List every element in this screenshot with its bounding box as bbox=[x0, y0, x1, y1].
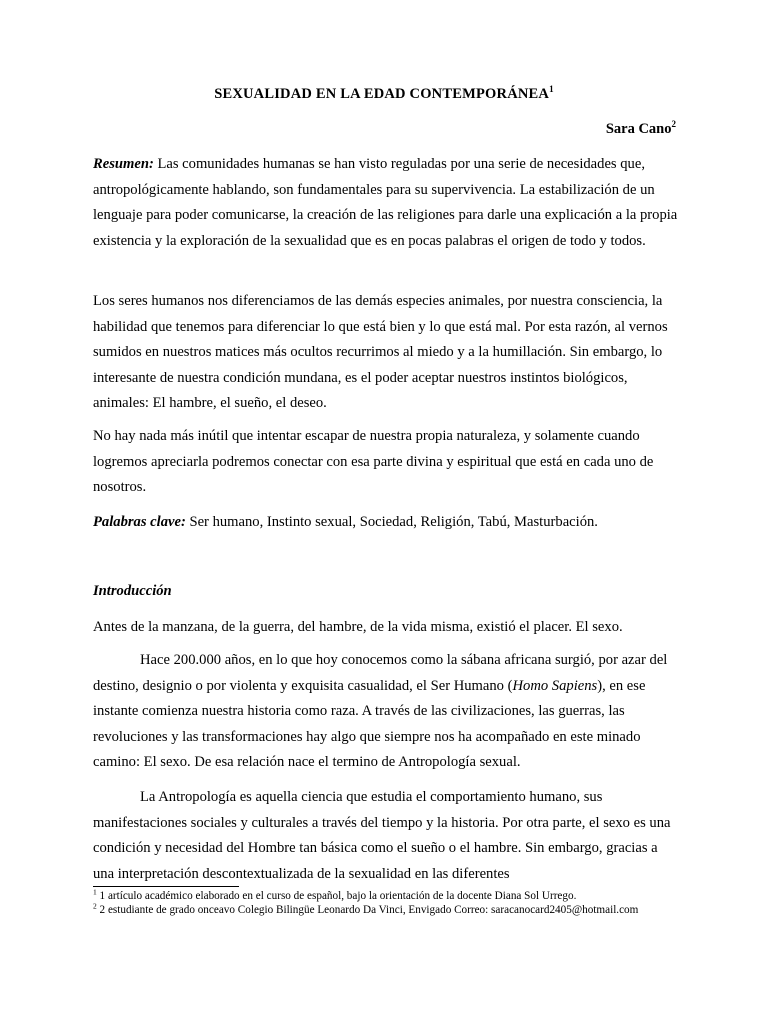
introduction-paragraph-1-block bbox=[93, 615, 679, 641]
footnote-1-text: 1 artículo académico elaborado en el curso de español, bajo la orientación de la docente Diana Sol Urrego. bbox=[96, 890, 577, 902]
title-footnote-mark: 1 bbox=[549, 84, 554, 95]
introduction-paragraph-3-block bbox=[93, 785, 679, 887]
introduction-heading-block bbox=[93, 579, 679, 605]
abstract-label: Resumen: bbox=[93, 156, 154, 172]
intro-p2-italic: Homo Sapiens bbox=[512, 677, 598, 694]
abstract-text-1: Las comunidades humanas se han visto reguladas por una serie de necesidades que, antropológicamente hablando, son fundamentales para su supervivencia. La estabilización de un lenguaje para poder comunicarse, la creación de las religiones para darle una explicación a la propia existencia y la exploración de la sexualidad que es en pocas palabras el origen de todo y todos. bbox=[93, 156, 678, 249]
footnote-2 bbox=[93, 900, 679, 918]
abstract-paragraph-2: Los seres humanos nos diferenciamos de las demás especies animales, por nuestra consciencia, la habilidad que tenemos para diferenciar lo que está bien y lo que está mal. Por esta razón, al vernos sumidos en nuestros matices más ocultos recurrimos al miedo y a la humillación. Sin embargo, lo interesante de nuestra condición mundana, es el poder aceptar nuestros instintos biológicos, animales: El hambre, el sueño, el deseo. bbox=[93, 293, 668, 412]
footnote-1 bbox=[93, 887, 679, 904]
intro-p2-before: Hace 200.000 años, en lo que hoy conocemos como la sábana africana surgió, por azar del destino, designio o por violenta y exquisita casualidad, el Ser Humano ( bbox=[93, 652, 668, 694]
footnote-2-mark: 2 bbox=[93, 900, 97, 910]
footnote-1-mark: 1 bbox=[93, 887, 97, 897]
document-title bbox=[0, 86, 768, 103]
intro-p2-after: ), en ese instante comienza nuestra historia como raza. A través de las civilizaciones, las guerras, las revoluciones y las transformaciones hay algo que siempre nos ha acompañado en este minado camino: El sexo. De esa relación nace el termino de Antropología sexual. bbox=[93, 677, 646, 771]
footnote-separator bbox=[93, 886, 239, 887]
keywords-label: Palabras clave: bbox=[93, 514, 186, 530]
abstract-paragraph-3: No hay nada más inútil que intentar escapar de nuestra propia naturaleza, y solamente cuando logremos apreciarla podremos conectar con esa parte divina y espiritual que está en cada uno de nosotros. bbox=[93, 428, 654, 496]
author-footnote-mark: 2 bbox=[671, 119, 676, 130]
keywords-text: Ser humano, Instinto sexual, Sociedad, Religión, Tabú, Masturbación. bbox=[185, 514, 598, 530]
abstract-paragraph-1 bbox=[93, 152, 679, 254]
title-text: SEXUALIDAD EN LA EDAD CONTEMPORÁNEA bbox=[214, 86, 550, 102]
introduction-paragraph-2-block bbox=[93, 648, 679, 776]
keywords-line bbox=[93, 510, 679, 536]
footnote-2-text: 2 estudiante de grado onceavo Colegio Bilingüe Leonardo Da Vinci, Envigado Correo: saracanocard2405@hotmail.com bbox=[96, 903, 639, 916]
abstract-section-2 bbox=[93, 289, 679, 417]
footnotes-section bbox=[93, 887, 679, 917]
introduction-paragraph-3: La Antropología es aquella ciencia que estudia el comportamiento humano, sus manifestaciones sociales y culturales a través del tiempo y la historia. Por otra parte, el sexo es una condición y necesidad del Hombre tan básica como el sueño o el hambre. Sin embargo, gracias a una interpretación descontextualizada de la sexualidad en las diferentes bbox=[93, 789, 671, 882]
author-name: Sara Cano bbox=[605, 121, 672, 137]
introduction-heading: Introducción bbox=[93, 583, 172, 599]
introduction-paragraph-1: Antes de la manzana, de la guerra, del hambre, de la vida misma, existió el placer. El sexo. bbox=[93, 619, 623, 635]
keywords-section bbox=[93, 510, 679, 536]
abstract-section-3 bbox=[93, 424, 679, 501]
abstract-section bbox=[93, 152, 679, 254]
author-line bbox=[606, 121, 676, 138]
introduction-paragraph-2 bbox=[93, 648, 679, 776]
